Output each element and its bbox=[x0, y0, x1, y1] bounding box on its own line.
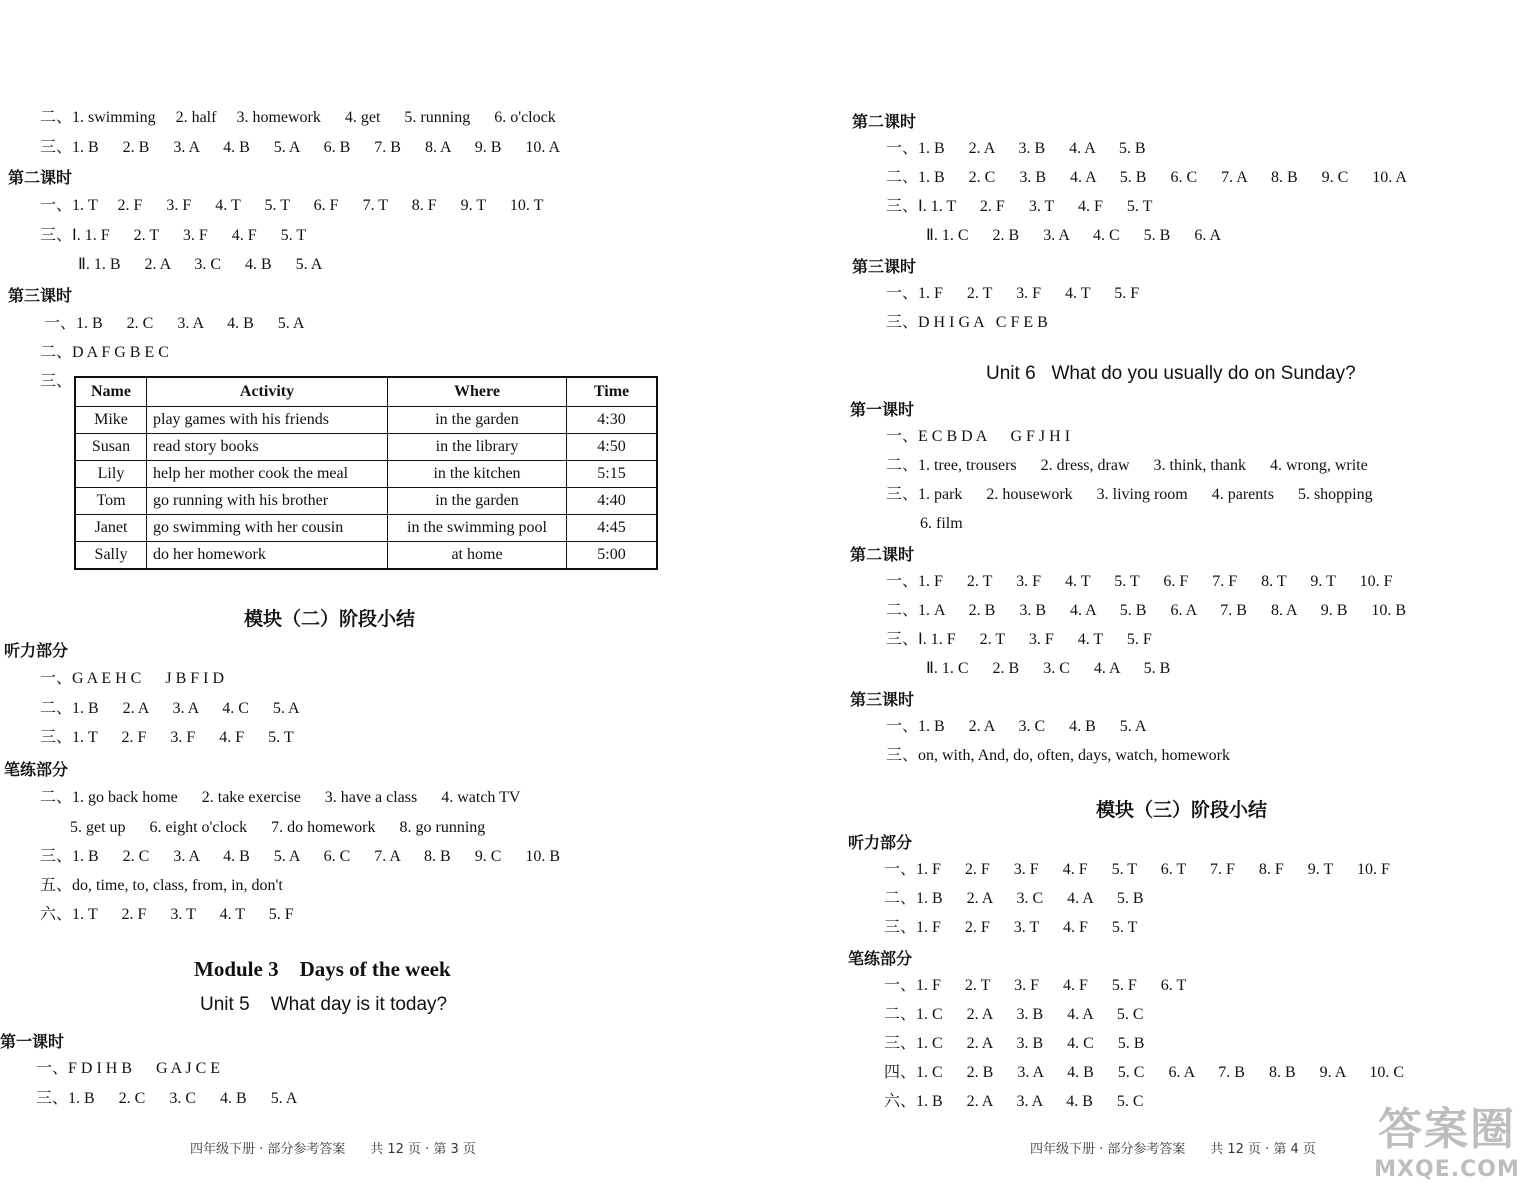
answer-line: 一、G A E H C J B F I D bbox=[40, 670, 225, 687]
cell-name: Tom bbox=[75, 488, 147, 515]
answer-line: 三、D H I G A C F E B bbox=[886, 314, 1048, 331]
column-header-where: Where bbox=[388, 377, 567, 407]
answer-line: 二、1. swimming 2. half 3. homework 4. get 5. running 6. o'clock bbox=[40, 109, 556, 126]
answer-line: Ⅱ. 1. C 2. B 3. A 4. C 5. B 6. A bbox=[926, 227, 1222, 244]
column-header-activity: Activity bbox=[147, 377, 388, 407]
part-heading: 听力部分 bbox=[4, 641, 69, 660]
cell-name: Janet bbox=[75, 515, 147, 542]
cell-where: in the kitchen bbox=[388, 461, 567, 488]
table-row bbox=[75, 434, 657, 461]
watermark-mark: 答案圈 bbox=[1378, 1104, 1516, 1155]
unit-title: Unit 6 What do you usually do on Sunday? bbox=[986, 363, 1356, 384]
section-title: 模块（二）阶段小结 bbox=[244, 608, 416, 630]
answer-line: 二、D A F G B E C bbox=[40, 344, 169, 361]
answer-line: 三、1. B 2. B 3. A 4. B 5. A 6. B 7. B 8. A 9. B 10. A bbox=[40, 139, 561, 156]
table-header-row bbox=[75, 377, 657, 407]
lesson-heading: 第二课时 bbox=[8, 168, 73, 187]
cell-activity: play games with his friends bbox=[147, 407, 388, 434]
lesson-heading: 第三课时 bbox=[852, 257, 917, 276]
cell-name: Lily bbox=[75, 461, 147, 488]
lesson-heading: 第二课时 bbox=[852, 112, 917, 131]
column-header-time: Time bbox=[567, 377, 658, 407]
unit-title: Unit 5 What day is it today? bbox=[200, 994, 448, 1015]
answer-line: 二、1. B 2. C 3. B 4. A 5. B 6. C 7. A 8. B 9. C 10. A bbox=[886, 169, 1407, 186]
answer-line: 一、1. B 2. A 3. C 4. B 5. A bbox=[886, 718, 1147, 735]
cell-activity: read story books bbox=[147, 434, 388, 461]
answer-line: 三、Ⅰ. 1. F 2. T 3. F 4. F 5. T bbox=[40, 227, 307, 244]
cell-time: 4:50 bbox=[567, 434, 658, 461]
answer-line: Ⅱ. 1. B 2. A 3. C 4. B 5. A bbox=[78, 256, 323, 273]
part-heading: 笔练部分 bbox=[4, 760, 69, 779]
section-title: 模块（三）阶段小结 bbox=[1096, 799, 1268, 821]
answer-line: 二、1. B 2. A 3. A 4. C 5. A bbox=[40, 700, 300, 717]
answer-line: 二、1. A 2. B 3. B 4. A 5. B 6. A 7. B 8. A 9. B 10. B bbox=[886, 602, 1407, 619]
answer-line: 三、 bbox=[40, 373, 73, 390]
answer-line: 三、on, with, And, do, often, days, watch, homework bbox=[886, 747, 1230, 764]
answer-line: 一、1. B 2. A 3. B 4. A 5. B bbox=[886, 140, 1146, 157]
answer-line: 二、1. tree, trousers 2. dress, draw 3. think, thank 4. wrong, write bbox=[886, 457, 1368, 474]
table-row bbox=[75, 515, 657, 542]
answer-line: 三、1. B 2. C 3. C 4. B 5. A bbox=[36, 1090, 298, 1107]
right-page bbox=[768, 0, 1536, 1201]
cell-activity: go swimming with her cousin bbox=[147, 515, 388, 542]
cell-name: Mike bbox=[75, 407, 147, 434]
cell-activity: help her mother cook the meal bbox=[147, 461, 388, 488]
answer-line: 三、1. C 2. A 3. B 4. C 5. B bbox=[884, 1035, 1145, 1052]
page-footer: 四年级下册 · 部分参考答案 共 12 页 · 第 4 页 bbox=[1030, 1142, 1316, 1157]
answer-line: 三、1. B 2. C 3. A 4. B 5. A 6. C 7. A 8. B 9. C 10. B bbox=[40, 848, 561, 865]
cell-where: in the garden bbox=[388, 488, 567, 515]
answer-line: 五、do, time, to, class, from, in, don't bbox=[40, 877, 283, 894]
answer-line: 一、E C B D A G F J H I bbox=[886, 428, 1071, 445]
answer-line: 一、1. F 2. T 3. F 4. T 5. F bbox=[886, 285, 1140, 302]
cell-name: Susan bbox=[75, 434, 147, 461]
answer-line: 二、1. B 2. A 3. C 4. A 5. B bbox=[884, 890, 1144, 907]
cell-time: 5:15 bbox=[567, 461, 658, 488]
part-heading: 笔练部分 bbox=[848, 949, 913, 968]
cell-time: 4:40 bbox=[567, 488, 658, 515]
watermark-url: MXQE.COM bbox=[1374, 1157, 1520, 1182]
answer-line: 三、Ⅰ. 1. F 2. T 3. F 4. T 5. F bbox=[886, 631, 1152, 648]
answer-line: Ⅱ. 1. C 2. B 3. C 4. A 5. B bbox=[926, 660, 1171, 677]
table-row bbox=[75, 461, 657, 488]
cell-time: 5:00 bbox=[567, 542, 658, 570]
cell-where: at home bbox=[388, 542, 567, 570]
lesson-heading: 第一课时 bbox=[0, 1032, 65, 1051]
answer-line: 四、1. C 2. B 3. A 4. B 5. C 6. A 7. B 8. B 9. A 10. C bbox=[884, 1064, 1405, 1081]
cell-activity: do her homework bbox=[147, 542, 388, 570]
answer-line: 二、1. go back home 2. take exercise 3. have a class 4. watch TV bbox=[40, 789, 521, 806]
answer-line: 6. film bbox=[920, 515, 963, 532]
cell-where: in the garden bbox=[388, 407, 567, 434]
answer-line: 三、1. T 2. F 3. F 4. F 5. T bbox=[40, 729, 294, 746]
answer-line: 5. get up 6. eight o'clock 7. do homework 8. go running bbox=[70, 819, 486, 836]
lesson-heading: 第二课时 bbox=[850, 545, 915, 564]
module-title: Module 3 Days of the week bbox=[194, 957, 451, 981]
table-row bbox=[75, 542, 657, 570]
part-heading: 听力部分 bbox=[848, 833, 913, 852]
cell-time: 4:45 bbox=[567, 515, 658, 542]
lesson-heading: 第一课时 bbox=[850, 400, 915, 419]
lesson-heading: 第三课时 bbox=[850, 690, 915, 709]
answer-line: 二、1. C 2. A 3. B 4. A 5. C bbox=[884, 1006, 1144, 1023]
lesson-heading: 第三课时 bbox=[8, 286, 73, 305]
cell-activity: go running with his brother bbox=[147, 488, 388, 515]
answer-line: 一、1. F 2. T 3. F 4. F 5. F 6. T bbox=[884, 977, 1187, 994]
answer-line: 六、1. T 2. F 3. T 4. T 5. F bbox=[40, 906, 294, 923]
answer-line: 一、1. T 2. F 3. F 4. T 5. T 6. F 7. T 8. F 9. T 10. T bbox=[40, 197, 544, 214]
cell-where: in the swimming pool bbox=[388, 515, 567, 542]
answer-line: 三、Ⅰ. 1. T 2. F 3. T 4. F 5. T bbox=[886, 198, 1153, 215]
cell-where: in the library bbox=[388, 434, 567, 461]
cell-time: 4:30 bbox=[567, 407, 658, 434]
answer-line: 一、F D I H B G A J C E bbox=[36, 1060, 221, 1077]
answer-line: 三、1. F 2. F 3. T 4. F 5. T bbox=[884, 919, 1138, 936]
column-header-name: Name bbox=[75, 377, 147, 407]
answer-line: 一、1. F 2. T 3. F 4. T 5. T 6. F 7. F 8. T 9. T 10. F bbox=[886, 573, 1393, 590]
page-footer: 四年级下册 · 部分参考答案 共 12 页 · 第 3 页 bbox=[190, 1142, 476, 1157]
activity-table bbox=[74, 376, 658, 570]
cell-name: Sally bbox=[75, 542, 147, 570]
watermark-logo bbox=[1372, 1103, 1522, 1193]
table-row bbox=[75, 488, 657, 515]
answer-line: 三、1. park 2. housework 3. living room 4. parents 5. shopping bbox=[886, 486, 1373, 503]
table-row bbox=[75, 407, 657, 434]
answer-line: 一、1. B 2. C 3. A 4. B 5. A bbox=[44, 315, 305, 332]
answer-line: 一、1. F 2. F 3. F 4. F 5. T 6. T 7. F 8. F 9. T 10. F bbox=[884, 861, 1390, 878]
answer-line: 六、1. B 2. A 3. A 4. B 5. C bbox=[884, 1093, 1144, 1110]
